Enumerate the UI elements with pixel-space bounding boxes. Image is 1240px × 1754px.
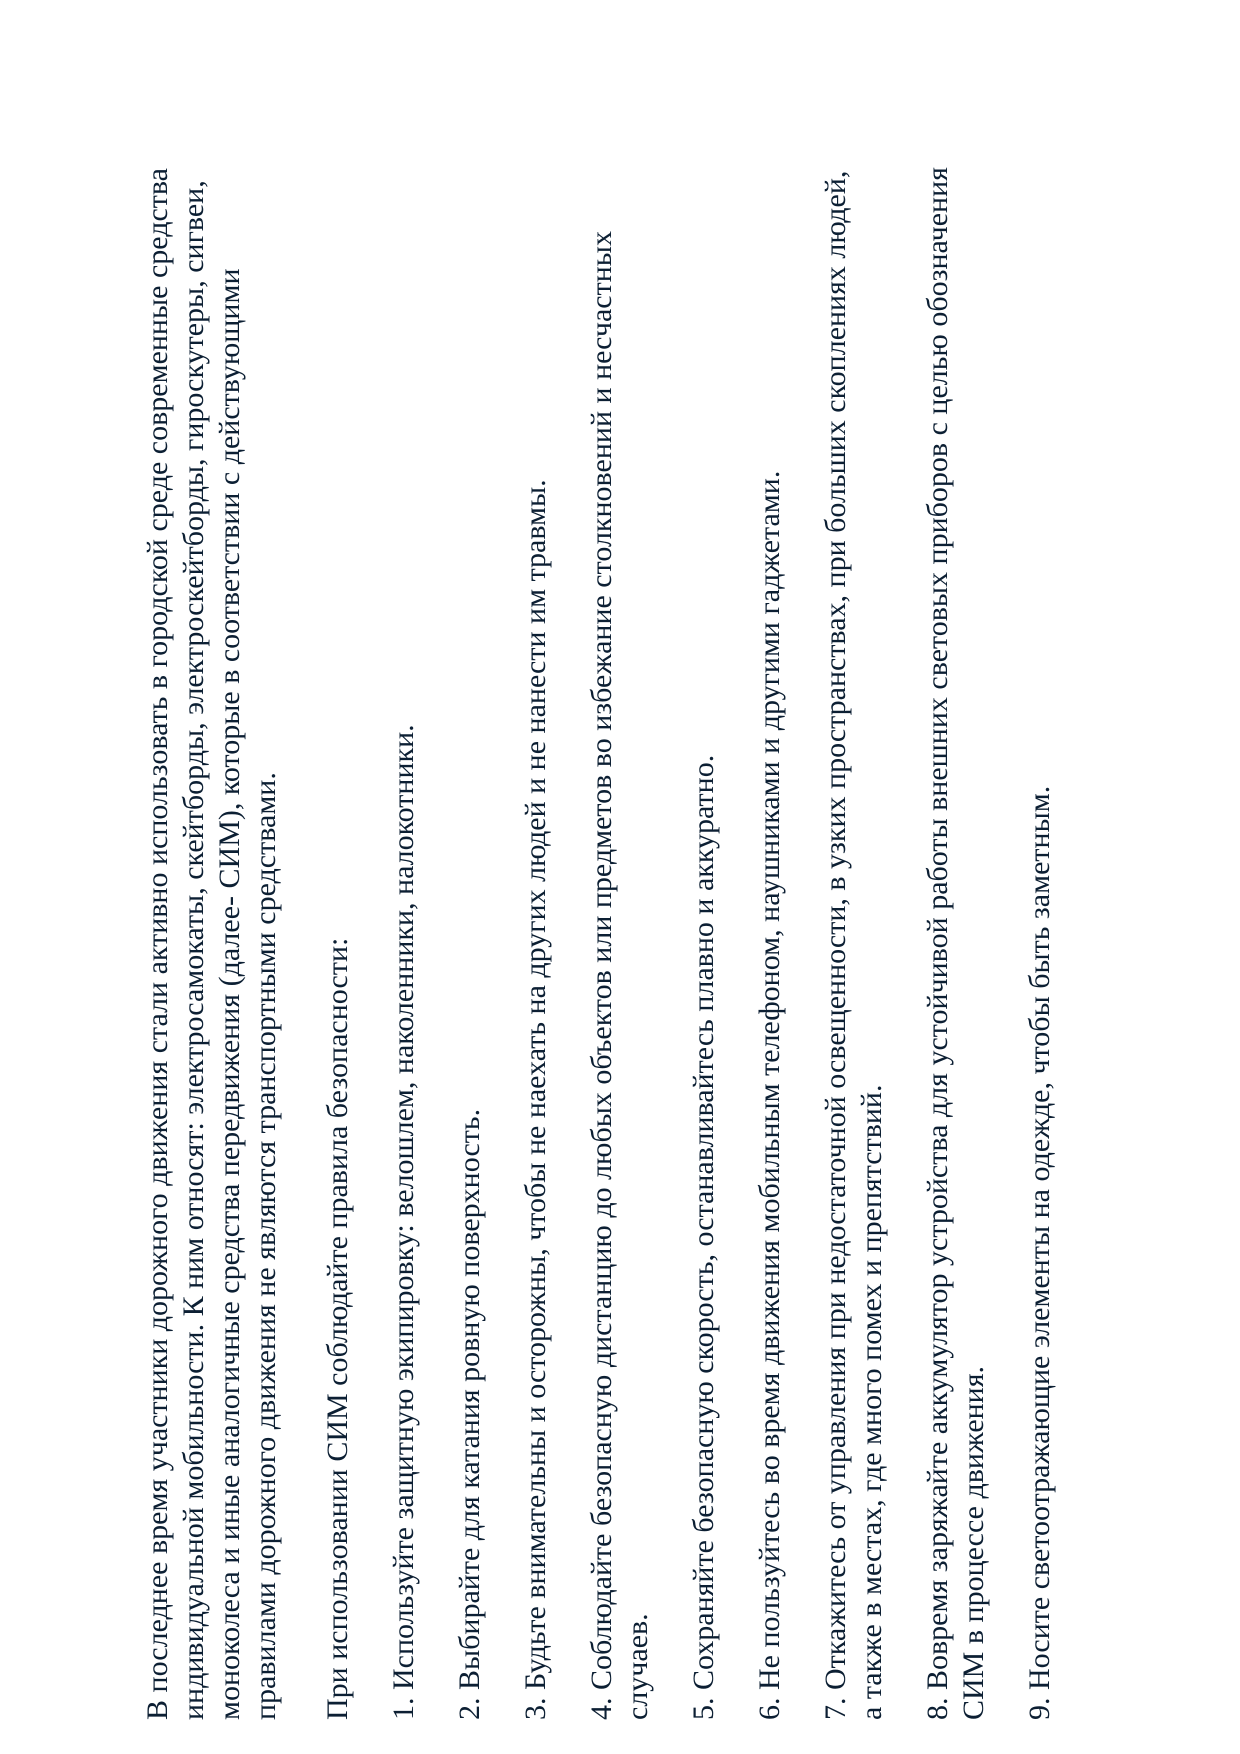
rule-item-1: 1. Используйте защитную экипировку: велошлем, наколенники, налокотники. — [387, 724, 420, 1720]
rule-item-6: 6. Не пользуйтесь во время движения мобильным телефоном, наушниками и другими гаджетами. — [753, 470, 786, 1720]
rotated-text-block — [140, 160, 1088, 1720]
rule-item-7: 7. Откажитесь от управления при недостаточной освещенности, в узких пространствах, при больших скоплениях людей, а также в местах, где много помех и препятствий. — [819, 170, 888, 1720]
intro-paragraph: В последнее время участники дорожного движения стали активно использовать в городской среде современные средства индивидуальной мобильности. К ним относят: электросамокаты, скейтборды, электроскейтборды, гироскутеры, сигвеи, моноколеса и иные аналогичные средства передвижения (далее- СИМ), которые в соответствии с действующими правилами дорожного движения не являются транспортными средствами. — [141, 168, 282, 1720]
rule-item-4: 4. Соблюдайте безопасную дистанцию до любых объектов или предметов во избежание столкновений и несчастных случаев. — [585, 231, 654, 1720]
rule-item-9: 9. Носите светоотражающие элементы на одежде, чтобы быть заметным. — [1023, 785, 1056, 1720]
rules-lead: При использовании СИМ соблюдайте правила безопасности: — [321, 937, 354, 1720]
rule-item-2: 2. Выбирайте для катания ровную поверхность. — [453, 1108, 486, 1720]
rule-item-5: 5. Сохраняйте безопасную скорость, останавливайтесь плавно и аккуратно. — [687, 754, 720, 1720]
rule-item-3: 3. Будьте внимательны и осторожны, чтобы не наехать на других людей и не нанести им травмы. — [519, 479, 552, 1720]
rule-item-8: 8. Вовремя заряжайте аккумулятор устройства для устойчивой работы внешних световых приборов с целью обозначения СИМ в процессе движения. — [921, 167, 990, 1720]
